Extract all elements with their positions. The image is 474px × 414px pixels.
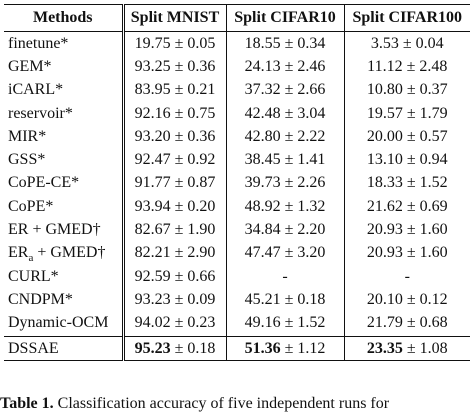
results-table-container (4, 4, 470, 361)
mnist-cell: 94.02 ± 0.23 (123, 312, 226, 337)
cifar10-cell: 49.16 ± 1.52 (226, 312, 344, 337)
mnist-cell: 92.47 ± 0.92 (123, 148, 226, 171)
method-cell: finetune* (4, 32, 123, 56)
cifar10-cell: 24.13 ± 2.46 (226, 55, 344, 78)
mnist-cell: 82.67 ± 1.90 (123, 218, 226, 241)
cifar10-cell: 37.32 ± 2.66 (226, 79, 344, 102)
header-methods: Methods (4, 5, 123, 32)
method-cell: CoPE-CE* (4, 172, 123, 195)
method-subscript: a (28, 252, 34, 265)
header-row (4, 5, 470, 32)
std-value: ± 0.18 (170, 339, 216, 357)
final-row (4, 336, 470, 360)
method-cell: GSS* (4, 148, 123, 171)
cifar10-cell: 39.73 ± 2.26 (226, 172, 344, 195)
cifar100-cell: 20.10 ± 0.12 (366, 290, 448, 308)
results-table (4, 4, 470, 361)
cifar10-cell: 34.84 ± 2.20 (226, 218, 344, 241)
table-caption (0, 394, 474, 414)
std-value: ± 1.12 (280, 339, 326, 357)
cifar10-cell: 42.48 ± 3.04 (226, 102, 344, 125)
method-cell (4, 242, 123, 265)
mnist-cell: 93.20 ± 0.36 (123, 125, 226, 148)
mnist-cell (123, 336, 226, 360)
cifar100-cell: - (404, 267, 410, 285)
cifar10-cell: 47.47 ± 3.20 (226, 242, 344, 265)
mnist-cell: 92.59 ± 0.66 (123, 265, 226, 288)
cifar10-cell: 18.55 ± 0.34 (226, 32, 344, 56)
best-value: 95.23 (134, 339, 171, 357)
table-row (4, 218, 470, 241)
table-header (4, 5, 470, 32)
table-body (4, 32, 470, 361)
cifar100-cell: 20.93 ± 1.60 (366, 244, 448, 262)
cifar10-cell: 48.92 ± 1.32 (226, 195, 344, 218)
mnist-cell: 91.77 ± 0.87 (123, 172, 226, 195)
method-cell: CoPE* (4, 195, 123, 218)
cifar10-cell (226, 336, 344, 360)
cifar100-cell (344, 336, 470, 360)
cifar100-cell: 21.79 ± 0.68 (366, 314, 448, 332)
table-row (4, 55, 470, 78)
method-cell: CURL* (4, 265, 123, 288)
table-row (4, 172, 470, 195)
cifar100-cell: 21.62 ± 0.69 (366, 197, 448, 215)
method-cell: GEM* (4, 55, 123, 78)
cifar10-cell: 45.21 ± 0.18 (226, 288, 344, 311)
table-row (4, 148, 470, 171)
mnist-cell: 19.75 ± 0.05 (123, 32, 226, 56)
header-split-mnist: Split MNIST (123, 5, 226, 32)
table-row (4, 125, 470, 148)
method-cell: ER + GMED† (4, 218, 123, 241)
mnist-cell: 82.21 ± 2.90 (123, 242, 226, 265)
table-row (4, 32, 470, 56)
table-row (4, 242, 470, 265)
caption-text: Classification accuracy of five independent runs for (53, 395, 390, 412)
method-cell: CNDPM* (4, 288, 123, 311)
mnist-cell: 93.94 ± 0.20 (123, 195, 226, 218)
method-cell: DSSAE (4, 336, 123, 360)
method-rest: + GMED† (33, 244, 106, 262)
method-cell: MIR* (4, 125, 123, 148)
table-row (4, 195, 470, 218)
mnist-cell: 93.23 ± 0.09 (123, 288, 226, 311)
mnist-cell: 93.25 ± 0.36 (123, 55, 226, 78)
method-cell: Dynamic-OCM (4, 312, 123, 337)
header-split-cifar100: Split CIFAR100 (344, 5, 470, 32)
cifar100-cell: 13.10 ± 0.94 (366, 151, 448, 169)
table-row (4, 102, 470, 125)
caption-label: Table 1. (0, 395, 54, 412)
std-value: ± 1.08 (402, 339, 448, 357)
table-row (4, 265, 470, 288)
table-row (4, 79, 470, 102)
cifar100-cell: 3.53 ± 0.04 (370, 34, 444, 52)
cifar100-cell: 20.00 ± 0.57 (366, 127, 448, 145)
cifar100-cell: 18.33 ± 1.52 (366, 174, 448, 192)
mnist-cell: 83.95 ± 0.21 (123, 79, 226, 102)
best-value: 51.36 (244, 339, 281, 357)
cifar10-cell: - (226, 265, 344, 288)
cifar10-cell: 42.80 ± 2.22 (226, 125, 344, 148)
method-base: ER (8, 244, 29, 262)
best-value: 23.35 (366, 339, 403, 357)
cifar10-cell: 38.45 ± 1.41 (226, 148, 344, 171)
table-row (4, 288, 470, 311)
method-cell: iCARL* (4, 79, 123, 102)
cifar100-cell: 19.57 ± 1.79 (366, 104, 448, 122)
header-split-cifar10: Split CIFAR10 (226, 5, 344, 32)
cifar100-cell: 11.12 ± 2.48 (367, 57, 448, 75)
method-cell: reservoir* (4, 102, 123, 125)
mnist-cell: 92.16 ± 0.75 (123, 102, 226, 125)
cifar100-cell: 10.80 ± 0.37 (366, 81, 448, 99)
table-row (4, 312, 470, 337)
cifar100-cell: 20.93 ± 1.60 (366, 221, 448, 239)
